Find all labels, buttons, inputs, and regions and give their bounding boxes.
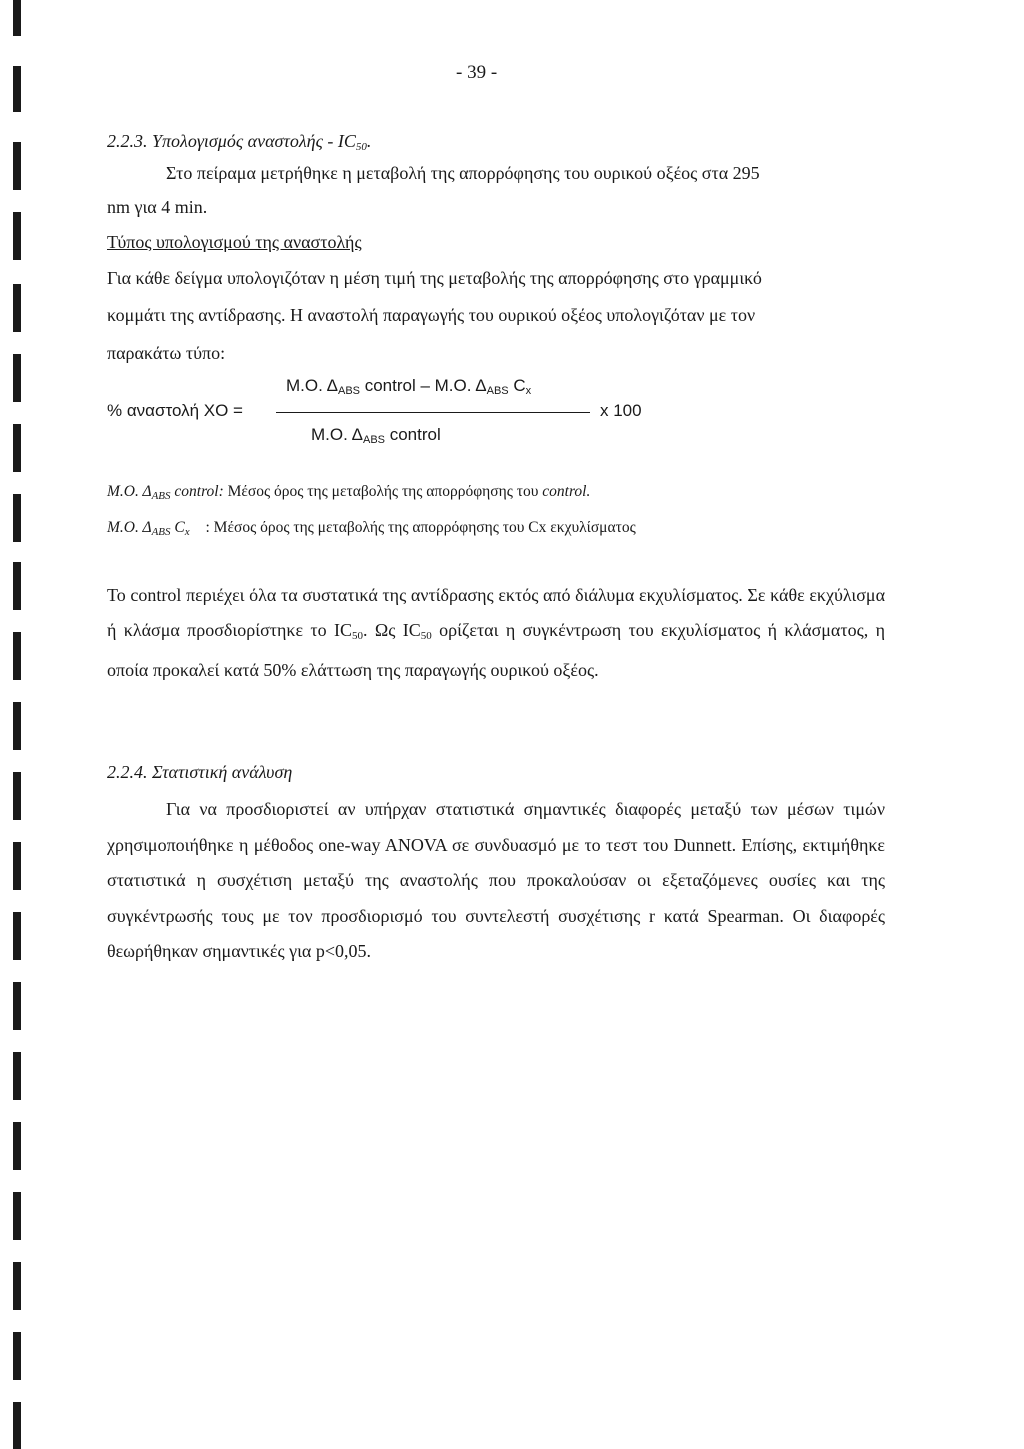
section-223-heading-sub: 50 (355, 141, 367, 153)
def1-term-sub: ABS (151, 490, 171, 502)
definition-control (107, 483, 590, 502)
para-line-1: Για κάθε δείγμα υπολογιζόταν η μέση τιμή της μεταβολής της απορρόφησης στο γραμμικό (107, 268, 762, 288)
definition-cx-term (107, 519, 190, 536)
def2-term-sub2: x (184, 526, 190, 538)
definition-control-italic: control. (542, 483, 591, 500)
section-223-heading-text: 2.2.3. Υπολογισμός αναστολής - IC (107, 131, 356, 151)
para-line-2: κομμάτι της αντίδρασης. Η αναστολή παραγωγής του ουρικού οξέος υπολογιζόταν με τον (107, 305, 756, 325)
denominator-sub: ABS (362, 434, 385, 446)
def2-term-sub: ABS (151, 526, 171, 538)
numerator-part-b: control – Μ.Ο. Δ (360, 376, 487, 395)
intro-line-2: nm για 4 min. (107, 197, 208, 217)
def1-term-b: control: (170, 483, 224, 500)
denominator-part-b: control (385, 425, 441, 444)
numerator-sub-c: x (525, 385, 532, 397)
denominator-part-a: Μ.Ο. Δ (311, 425, 363, 444)
intro-line-1: Στο πείραμα μετρήθηκε η μεταβολή της απορρόφησης του ουρικού οξέος στα 295 (166, 163, 760, 183)
section-223-heading-end: . (366, 131, 372, 151)
section-224-heading: 2.2.4. Στατιστική ανάλυση (107, 762, 293, 782)
fraction-bar (276, 412, 590, 413)
control-text-b: . Ως IC (363, 619, 421, 640)
formula-numerator (286, 376, 531, 397)
section-223-heading (107, 131, 371, 153)
control-text-a: Το control περιέχει όλα τα συστατικά της αντίδρασης εκτός από διάλυμα εκχυλίσματος. Σε κάθε εκχύλισμα ή κλάσμα προσδιορίστηκε το IC (107, 585, 885, 640)
control-sub-b: 50 (420, 629, 432, 642)
statistics-paragraph: Για να προσδιοριστεί αν υπήρχαν στατιστικά σημαντικές διαφορές μεταξύ των μέσων τιμών χρησιμοποιήθηκε η μέθοδος one-way ANOVA σε συνδυασμό με το τεστ του Dunnett. Επίσης, εκτιμήθηκε στατιστικά η συσχέτιση μεταξύ της αναστολής που προκαλούσαν οι εξεταζόμενες ουσίες και της συγκέντρωσής τους με τον προσδιορισμό του συντελεστή συσχέτισης r κατά Spearman. Οι διαφορές θεωρήθηκαν σημαντικές για p<0,05. (107, 799, 885, 961)
formula-lhs: % αναστολή ΧΟ = (107, 401, 243, 420)
definition-control-term (107, 483, 224, 500)
numerator-part-c: C (508, 376, 526, 395)
def2-term-b: C (170, 519, 185, 536)
numerator-part-a: Μ.Ο. Δ (286, 376, 338, 395)
formula-title: Τύπος υπολογισμού της αναστολής (107, 232, 362, 252)
formula-times-100: x 100 (600, 401, 642, 420)
formula-denominator (311, 425, 441, 446)
def2-term-a: Μ.Ο. Δ (107, 519, 152, 536)
numerator-sub-a: ABS (337, 385, 360, 397)
numerator-sub-b: ABS (486, 385, 509, 397)
para-line-3: παρακάτω τύπο: (107, 343, 226, 363)
control-paragraph (107, 578, 885, 688)
page-number: - 39 - (456, 62, 498, 83)
definition-cx-text: : Μέσος όρος της μεταβολής της απορρόφησης του Cx εκχυλίσματος (205, 519, 636, 536)
definition-control-text: Μέσος όρος της μεταβολής της απορρόφησης του (223, 483, 543, 500)
control-sub-a: 50 (352, 629, 364, 642)
def1-term-a: Μ.Ο. Δ (107, 483, 152, 500)
control-text-c: ορίζεται η συγκέντρωση του εκχυλίσματος ή κλάσματος, η οποία προκαλεί κατά 50% ελάττωση της παραγωγής ουρικού οξέος. (107, 619, 885, 680)
definition-cx (107, 519, 636, 538)
